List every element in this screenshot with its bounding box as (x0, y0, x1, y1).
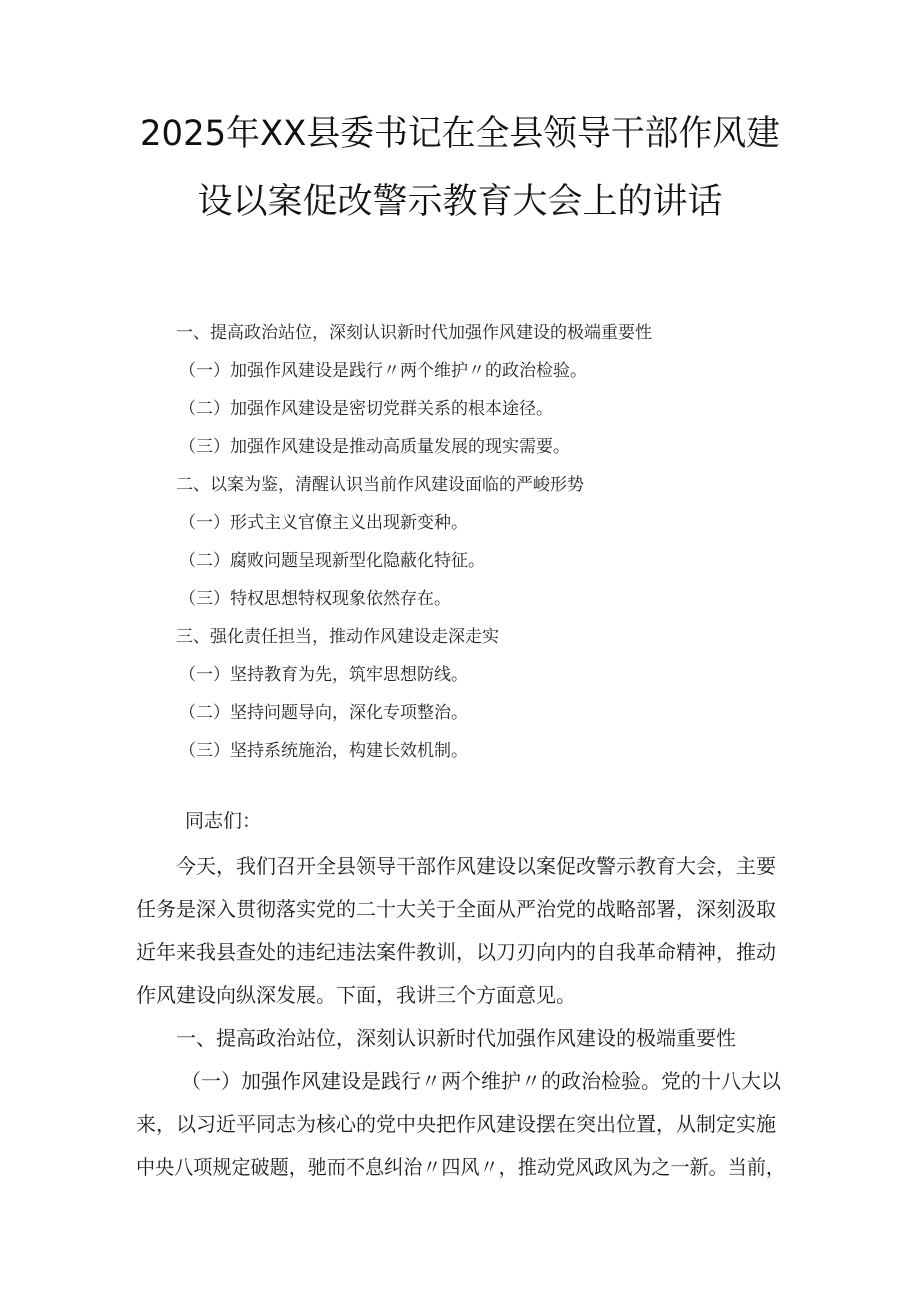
toc-item: （二）加强作风建设是密切党群关系的根本途径。 (179, 399, 553, 419)
section-heading: 一、提高政治站位，深刻认识新时代加强作风建设的极端重要性 (176, 1026, 736, 1050)
toc-item: （三）坚持系统施治，构建长效机制。 (179, 741, 468, 761)
paragraph-line: 中央八项规定破题，驰而不息纠治〃四风〃，推动党风政风为之一新。当前， (136, 1155, 785, 1179)
paragraph-line: 近年来我县查处的违纪违法案件教训，以刀刃向内的自我革命精神，推动 (136, 940, 776, 964)
toc-item: 一、提高政治站位，深刻认识新时代加强作风建设的极端重要性 (176, 323, 652, 343)
toc-item: （三）特权思想特权现象依然存在。 (179, 589, 451, 609)
document-title-line-2: 设以案促改警示教育大会上的讲话 (197, 182, 723, 222)
paragraph-line: 作风建设向纵深发展。下面，我讲三个方面意见。 (136, 983, 576, 1007)
toc-item: （三）加强作风建设是推动高质量发展的现实需要。 (179, 437, 570, 457)
greeting: 同志们： (185, 810, 262, 832)
document-title-line-1: 2025年XX县委书记在全县领导干部作风建 (140, 114, 780, 154)
toc-item: （一）坚持教育为先，筑牢思想防线。 (179, 665, 468, 685)
paragraph-line: 任务是深入贯彻落实党的二十大关于全面从严治党的战略部署，深刻汲取 (136, 897, 776, 921)
toc-item: （一）形式主义官僚主义出现新变种。 (179, 513, 468, 533)
toc-item: 二、以案为鉴，清醒认识当前作风建设面临的严峻形势 (176, 475, 584, 495)
paragraph-line: 来，以习近平同志为核心的党中央把作风建设摆在突出位置，从制定实施 (136, 1112, 776, 1136)
paragraph-line: （一）加强作风建设是践行〃两个维护〃的政治检验。党的十八大以 (181, 1069, 781, 1093)
paragraph-line: 今天，我们召开全县领导干部作风建设以案促改警示教育大会，主要 (176, 854, 776, 878)
toc-item: （一）加强作风建设是践行〃两个维护〃的政治检验。 (179, 361, 587, 381)
toc-item: （二）腐败问题呈现新型化隐蔽化特征。 (179, 551, 485, 571)
toc-item: （二）坚持问题导向，深化专项整治。 (179, 703, 468, 723)
toc-item: 三、强化责任担当，推动作风建设走深走实 (176, 627, 499, 647)
